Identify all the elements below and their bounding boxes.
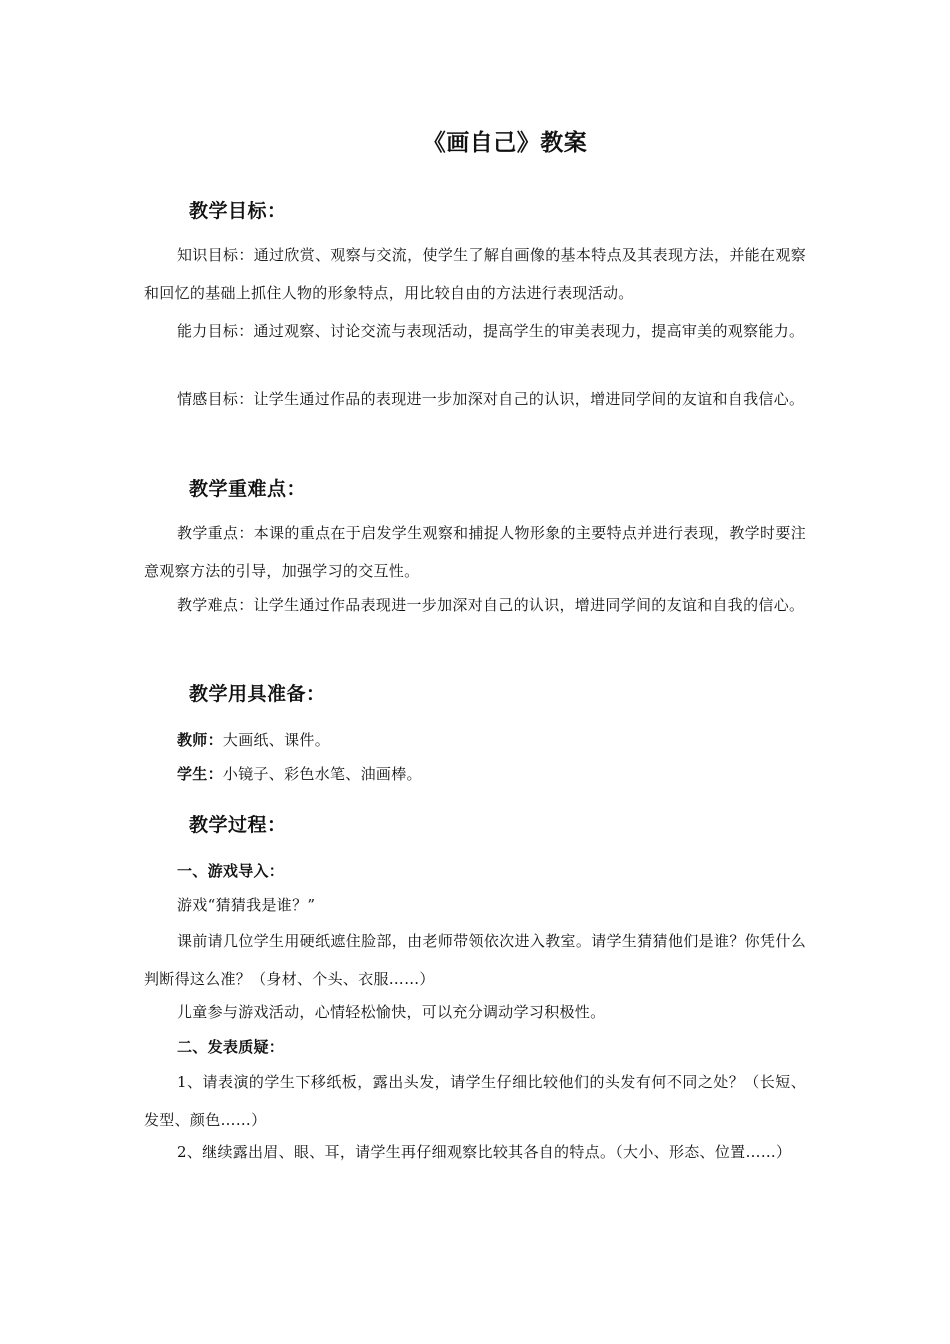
paragraph-knowledge-goal: 知识目标：通过欣赏、观察与交流，使学生了解自画像的基本特点及其表现方法，并能在观察和回忆的基础上抓住人物的形象特点，用比较自由的方法进行表现活动。	[144, 246, 806, 302]
teacher-items: 大画纸、课件。	[222, 731, 331, 749]
student-label: 学生：	[177, 765, 223, 783]
student-items: 小镜子、彩色水笔、油画棒。	[222, 765, 422, 783]
paragraph-teaching-difficulty: 教学难点：让学生通过作品表现进一步加深对自己的认识，增进同学间的友谊和自我的信心。	[177, 596, 805, 614]
section-title-game-intro: 一、游戏导入：	[177, 862, 285, 880]
paragraph-game-description: 课前请几位学生用硬纸遮住脸部，由老师带领依次进入教室。请学生猜猜他们是谁？你凭什么判断得这么准？（身材、个头、衣服……）	[144, 932, 806, 988]
document-title: 《画自己》教案	[422, 129, 588, 156]
paragraph-step-2: 2、继续露出眉、眼、耳，请学生再仔细观察比较其各自的特点。（大小、形态、位置……）	[177, 1143, 792, 1161]
heading-materials: 教学用具准备：	[189, 683, 326, 705]
heading-teaching-process: 教学过程：	[189, 814, 287, 836]
materials-student-line	[177, 762, 422, 786]
paragraph-emotion-goal: 情感目标：让学生通过作品的表现进一步加深对自己的认识，增进同学间的友谊和自我信心。	[177, 390, 805, 408]
heading-teaching-goals: 教学目标：	[189, 200, 287, 222]
materials-teacher-line	[177, 728, 330, 752]
paragraph-game-note: 儿童参与游戏活动，心情轻松愉快，可以充分调动学习积极性。	[177, 1003, 606, 1021]
game-name-line: 游戏“猜猜我是谁？”	[177, 896, 316, 914]
paragraph-teaching-focus: 教学重点：本课的重点在于启发学生观察和捕捉人物形象的主要特点并进行表现，教学时要注意观察方法的引导，加强学习的交互性。	[144, 524, 806, 580]
section-title-questions: 二、发表质疑：	[177, 1038, 285, 1056]
teacher-label: 教师：	[177, 731, 223, 749]
heading-key-points: 教学重难点：	[189, 478, 307, 500]
paragraph-ability-goal: 能力目标：通过观察、讨论交流与表现活动，提高学生的审美表现力，提高审美的观察能力。	[177, 322, 805, 340]
paragraph-step-1: 1、请表演的学生下移纸板，露出头发，请学生仔细比较他们的头发有何不同之处？（长短、发型、颜色……）	[144, 1073, 806, 1129]
